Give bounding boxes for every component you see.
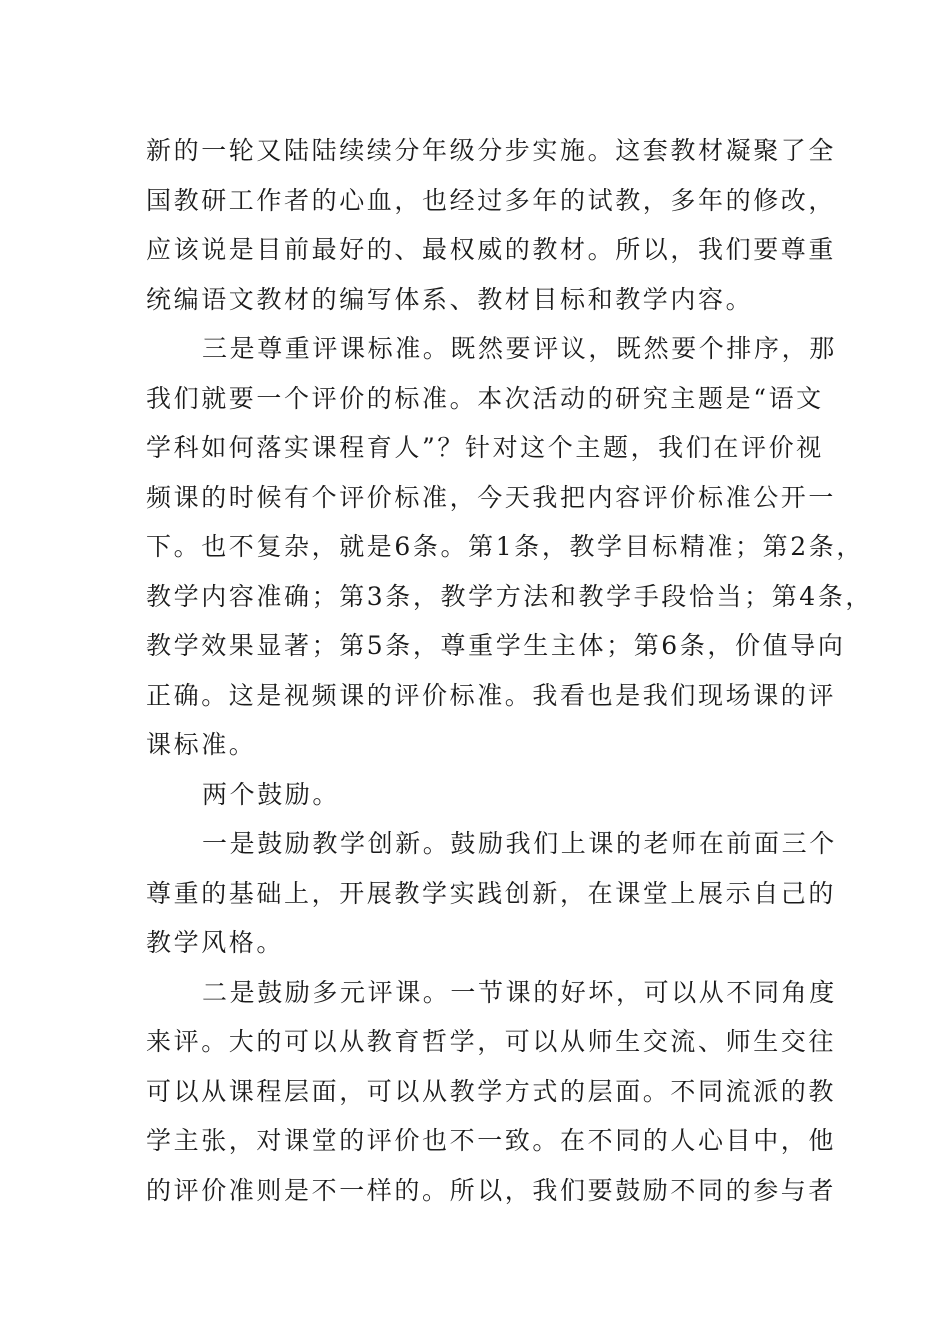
text-line: 正确。这是视频课的评价标准。我看也是我们现场课的评	[146, 680, 837, 710]
text-line: 学主张，对课堂的评价也不一致。在不同的人心目中，他	[146, 1126, 837, 1155]
text-line: 学科如何落实课程育人”？针对这个主题，我们在评价视	[146, 433, 824, 462]
text-line: 下。也不复杂，就是6条。第1条，教学目标精准；第2条，	[146, 532, 864, 561]
text-line: 课标准。	[146, 730, 257, 759]
text-line: 教学内容准确；第3条，教学方法和教学手段恰当；第4条，	[146, 581, 874, 611]
text-line: 教学风格。	[146, 928, 285, 957]
paragraph-first-line: 二是鼓励多元评课。一节课的好坏，可以从不同角度	[202, 977, 837, 1007]
text-line: 统编语文教材的编写体系、教材目标和教学内容。	[146, 284, 754, 314]
text-line: 来评。大的可以从教育哲学，可以从师生交流、师生交往	[146, 1027, 837, 1056]
paragraph-first-line: 一是鼓励教学创新。鼓励我们上课的老师在前面三个	[202, 829, 837, 858]
text-line: 国教研工作者的心血，也经过多年的试教，多年的修改，	[146, 185, 837, 215]
text-line: 频课的时候有个评价标准，今天我把内容评价标准公开一	[146, 482, 837, 512]
text-line: 尊重的基础上，开展教学实践创新，在课堂上展示自己的	[146, 878, 837, 908]
text-line: 新的一轮又陆陆续续分年级分步实施。这套教材凝聚了全	[146, 136, 837, 165]
paragraph-first-line: 三是尊重评课标准。既然要评议，既然要个排序，那	[202, 334, 837, 363]
text-line: 我们就要一个评价的标准。本次活动的研究主题是“语文	[146, 383, 824, 413]
text-line: 教学效果显著；第5条，尊重学生主体；第6条，价值导向	[146, 631, 846, 660]
text-line: 的评价准则是不一样的。所以，我们要鼓励不同的参与者	[146, 1175, 837, 1205]
body-text	[146, 126, 874, 1215]
text-line: 应该说是目前最好的、最权威的教材。所以，我们要尊重	[146, 235, 837, 264]
text-line: 可以从课程层面，可以从教学方式的层面。不同流派的教	[146, 1076, 837, 1106]
paragraph-first-line: 两个鼓励。	[202, 779, 341, 809]
